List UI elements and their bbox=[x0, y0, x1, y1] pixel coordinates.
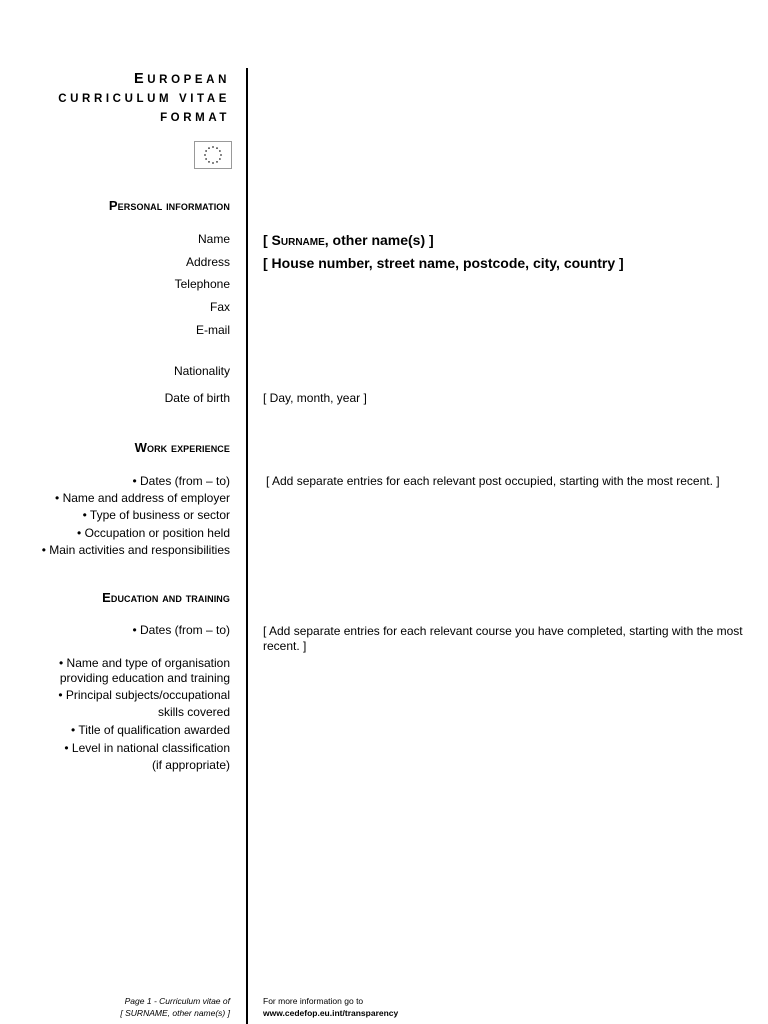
eu-flag-icon bbox=[194, 141, 232, 169]
telephone-label: Telephone bbox=[174, 277, 230, 291]
cv-title-line-1 bbox=[134, 70, 230, 90]
name-prefix: [ S bbox=[263, 232, 281, 248]
work-experience-heading: Work experience bbox=[134, 440, 230, 455]
name-label: Name bbox=[197, 232, 230, 246]
column-divider bbox=[246, 68, 248, 1024]
education-training-heading: Education and training bbox=[102, 590, 230, 605]
edu-organisation-label-line2: providing education and training bbox=[59, 671, 230, 685]
work-dates-label: • Dates (from – to) bbox=[132, 474, 230, 488]
footer-page-info-line2: [ SURNAME, other name(s) ] bbox=[120, 1008, 230, 1018]
edu-dates-label: • Dates (from – to) bbox=[132, 623, 230, 637]
cv-title-line-3: FORMAT bbox=[160, 112, 230, 124]
edu-qualification-label: • Title of qualification awarded bbox=[71, 723, 230, 737]
date-of-birth-label: Date of birth bbox=[164, 391, 230, 405]
education-note-line2: recent. ] bbox=[263, 639, 307, 653]
work-occupation-label: • Occupation or position held bbox=[77, 526, 230, 540]
name-value bbox=[263, 232, 434, 248]
edu-subjects-label-line2: skills covered bbox=[157, 705, 230, 719]
fax-label: Fax bbox=[209, 300, 230, 314]
work-activities-label: • Main activities and responsibilities bbox=[41, 543, 230, 557]
address-label: Address bbox=[185, 255, 230, 269]
nationality-label: Nationality bbox=[173, 364, 230, 378]
education-note-line1: [ Add separate entries for each relevant course you have completed, starting with the most bbox=[263, 624, 743, 638]
edu-organisation-label-line1: • Name and type of organisation bbox=[59, 656, 230, 670]
edu-level-label-line1: • Level in national classification bbox=[64, 741, 230, 755]
name-surname-caps: urname bbox=[280, 232, 325, 248]
title-rest: UROPEAN bbox=[147, 74, 230, 86]
personal-information-heading: Personal information bbox=[108, 198, 230, 213]
work-experience-note: [ Add separate entries for each relevant post occupied, starting with the most recent. ] bbox=[266, 474, 720, 488]
address-value: [ House number, street name, postcode, city, country ] bbox=[263, 255, 624, 271]
footer-page-info-line1: Page 1 - Curriculum vitae of bbox=[124, 996, 230, 1006]
footer-more-info-line1: For more information go to bbox=[263, 996, 364, 1006]
cv-title-line-2: CURRICULUM VITAE bbox=[58, 93, 230, 105]
name-suffix: , other name(s) ] bbox=[324, 232, 434, 248]
date-of-birth-value: [ Day, month, year ] bbox=[263, 391, 367, 405]
edu-subjects-label-line1: • Principal subjects/occupational bbox=[58, 688, 230, 702]
title-initial: E bbox=[134, 71, 148, 87]
email-label: E-mail bbox=[195, 323, 230, 337]
work-business-type-label: • Type of business or sector bbox=[82, 508, 230, 522]
edu-level-label-line2: (if appropriate) bbox=[151, 758, 230, 772]
work-employer-label: • Name and address of employer bbox=[55, 491, 230, 505]
footer-more-info-link[interactable]: www.cedefop.eu.int/transparency bbox=[263, 1008, 399, 1018]
